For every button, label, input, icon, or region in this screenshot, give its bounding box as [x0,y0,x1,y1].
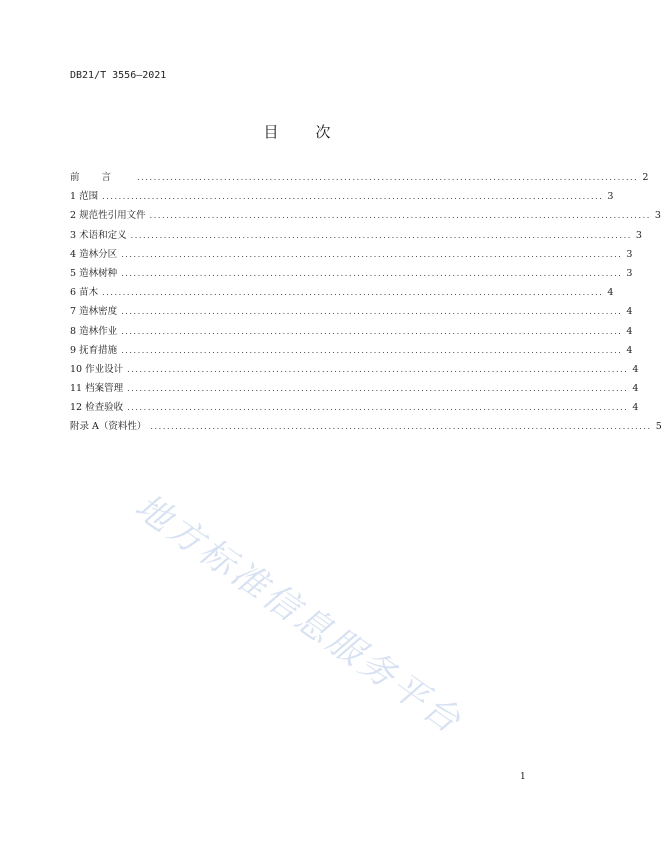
toc-entry-label: 3 术语和定义 [70,229,127,241]
table-of-contents [70,168,662,437]
toc-entry-label: 4 造林分区 [70,248,118,260]
toc-entry-label: 9 抚育措施 [70,344,118,356]
toc-entry-label: 12 检查验收 [70,402,124,414]
toc-leader: ......................................................................................................................... [102,192,604,202]
toc-leader: ......................................................................................................................... [150,422,652,432]
toc-entry-appendix-a[interactable] [70,417,662,436]
toc-leader: ......................................................................................................................... [121,326,623,336]
toc-entry-normative-references[interactable] [70,206,661,225]
document-code: DB21/T 3556—2021 [70,70,167,81]
toc-entry-page: 4 [632,383,639,395]
toc-leader: ......................................................................................................................... [127,384,629,394]
toc-title-char-2: 次 [315,123,332,141]
toc-entry-foreword[interactable] [70,168,649,187]
toc-entry-label: 前言 [70,172,134,183]
toc-entry-label: 7 造林密度 [70,306,118,318]
toc-entry-label: 11 档案管理 [70,383,124,395]
toc-leader: ......................................................................................................................... [137,173,639,182]
toc-entry-operations[interactable] [70,322,633,341]
toc-entry-page: 4 [632,402,639,414]
toc-entry-page: 3 [626,248,633,260]
toc-entry-page: 4 [626,325,633,337]
toc-leader: ......................................................................................................................... [121,268,623,278]
toc-entry-page: 3 [654,210,661,222]
toc-entry-page: 3 [607,191,614,203]
toc-leader: ......................................................................................................................... [130,230,632,240]
toc-entry-scope[interactable] [70,187,614,206]
toc-entry-tending[interactable] [70,341,633,360]
toc-entry-page: 3 [635,229,642,241]
toc-title-char-1: 目 [263,123,280,141]
toc-leader: ......................................................................................................................... [121,249,623,259]
toc-entry-page: 4 [632,363,639,375]
watermark: 地方标准信息服务平台 [127,486,470,744]
toc-leader: ......................................................................................................................... [149,211,651,221]
toc-leader: ......................................................................................................................... [102,288,604,298]
toc-entry-page: 4 [626,306,633,318]
toc-entry-label: 8 造林作业 [70,325,118,337]
toc-entry-archives[interactable] [70,379,639,398]
toc-entry-label: 6 苗木 [70,287,99,299]
toc-entry-density[interactable] [70,302,633,321]
toc-entry-label: 附录 A（资料性） [70,421,147,433]
toc-entry-label: 2 规范性引用文件 [70,210,146,222]
toc-title [0,121,595,142]
toc-entry-species[interactable] [70,264,633,283]
toc-entry-page: 4 [607,287,614,299]
toc-entry-page: 4 [626,344,633,356]
toc-entry-seedlings[interactable] [70,283,614,302]
toc-leader: ......................................................................................................................... [121,307,623,317]
toc-leader: ......................................................................................................................... [127,403,629,413]
toc-entry-terms[interactable] [70,226,642,245]
toc-entry-design[interactable] [70,360,639,379]
toc-entry-page: 2 [642,172,649,183]
toc-entry-label: 5 造林树种 [70,267,118,279]
toc-entry-page: 3 [626,267,633,279]
toc-entry-page: 5 [655,421,662,433]
toc-leader: ......................................................................................................................... [121,345,623,355]
toc-entry-zoning[interactable] [70,245,633,264]
toc-entry-inspection[interactable] [70,398,639,417]
toc-entry-label: 10 作业设计 [70,363,124,375]
page-number: 1 [520,772,526,782]
toc-leader: ......................................................................................................................... [127,364,629,374]
toc-entry-label: 1 范围 [70,191,99,203]
